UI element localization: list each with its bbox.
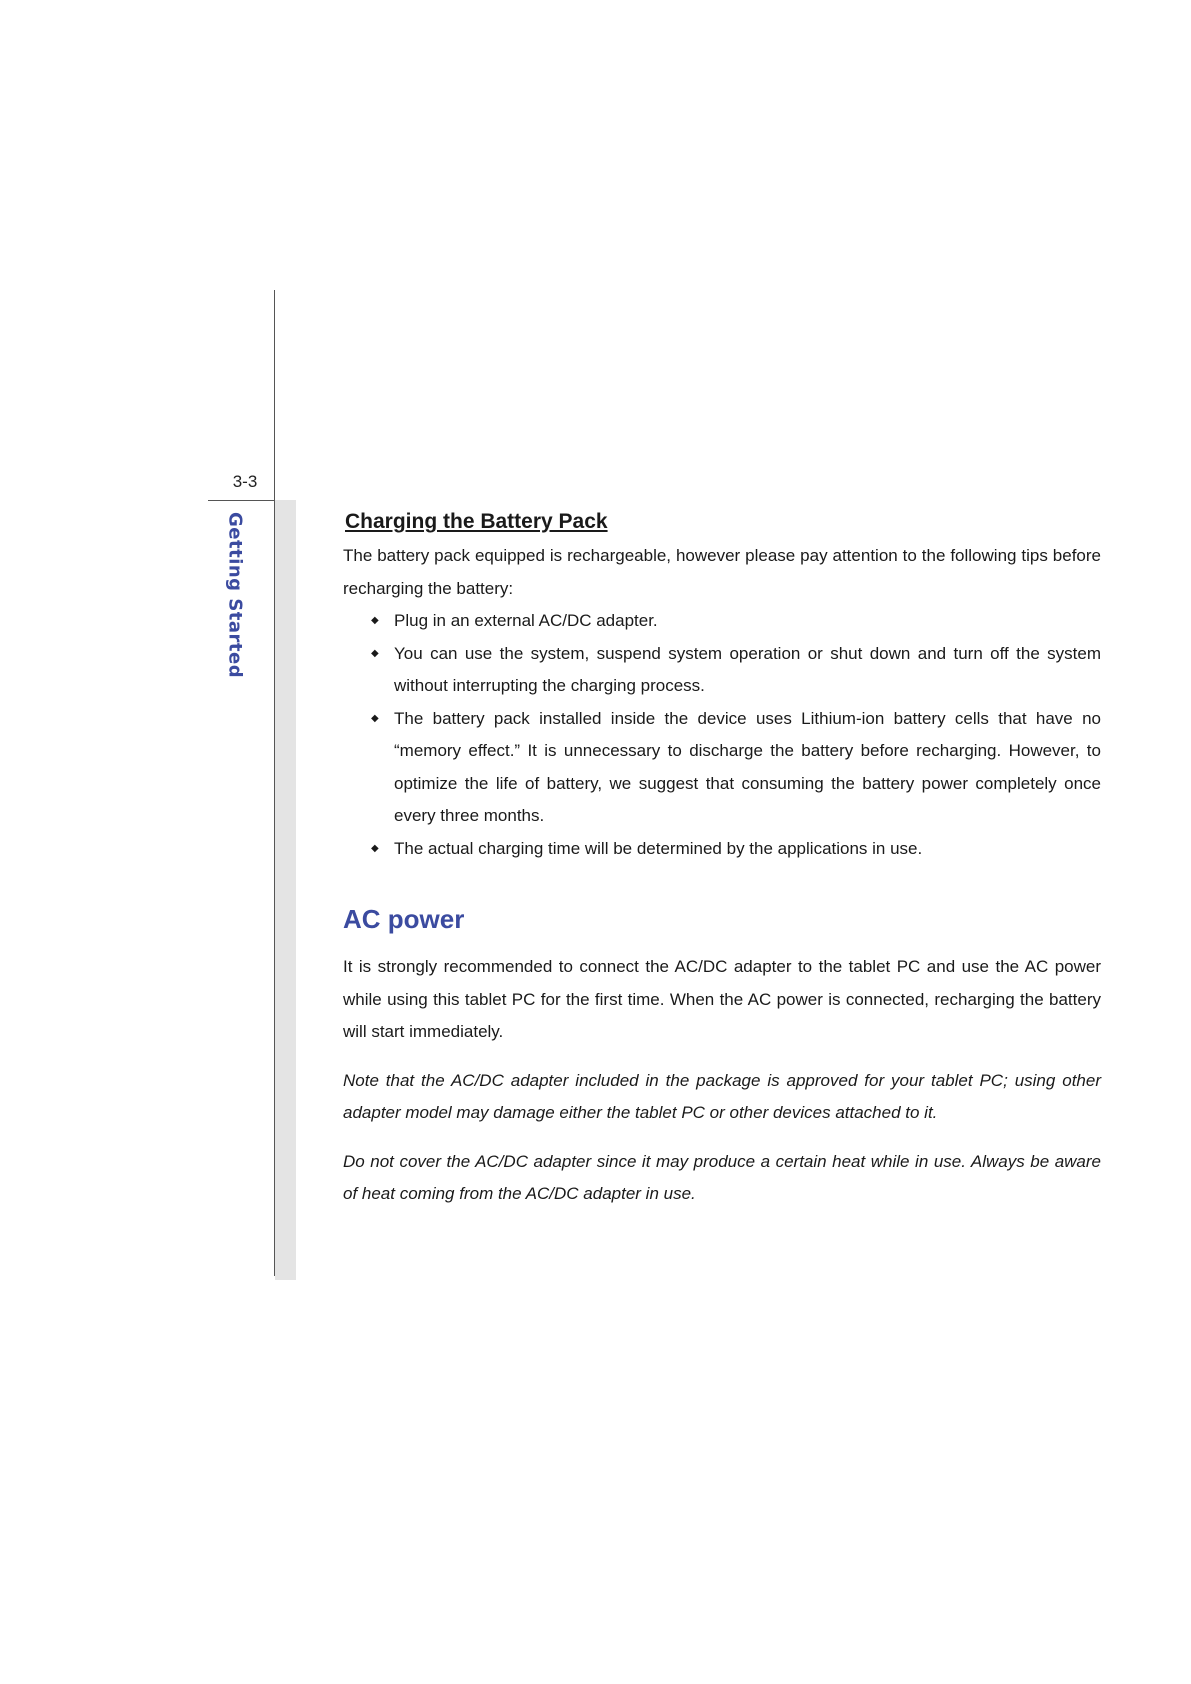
list-item (371, 703, 1101, 833)
page-content (343, 506, 1101, 1211)
ac-adapter-note: Note that the AC/DC adapter included in the package is approved for your tablet PC; using other adapter model may damage either the tablet PC or other devices attached to it. (343, 1070, 1101, 1122)
charging-section-title: Charging the Battery Pack (345, 510, 608, 533)
page-number: 3-3 (232, 472, 258, 491)
diamond-bullet-icon: ◆ (371, 712, 379, 724)
ac-power-heading: AC power (343, 904, 465, 934)
list-item (371, 638, 1101, 703)
list-item (371, 605, 1101, 638)
diamond-bullet-icon: ◆ (371, 615, 379, 626)
charging-intro: The battery pack equipped is rechargeable, however please pay attention to the following tips before recharging the battery: (343, 546, 1101, 598)
charging-tips-list (343, 605, 1101, 865)
page-number-rule (208, 500, 274, 501)
ac-heat-warning: Do not cover the AC/DC adapter since it may produce a certain heat while in use. Always be aware of heat coming from the AC/DC adapter in use. (343, 1151, 1101, 1203)
chapter-side-tab: Getting Started (224, 512, 246, 679)
ac-power-body: It is strongly recommended to connect the AC/DC adapter to the tablet PC and use the AC power while using this tablet PC for the first time. When the AC power is connected, recharging the battery will start immediately. (343, 957, 1101, 1041)
tip-text: You can use the system, suspend system operation or shut down and turn off the system without interrupting the charging process. (394, 643, 1101, 695)
tip-text: Plug in an external AC/DC adapter. (394, 611, 658, 630)
list-item (371, 833, 1101, 866)
tip-text: The actual charging time will be determined by the applications in use. (394, 838, 923, 858)
margin-gray-band (275, 500, 296, 1280)
diamond-bullet-icon: ◆ (371, 842, 379, 854)
diamond-bullet-icon: ◆ (371, 647, 379, 659)
tip-text: The battery pack installed inside the device uses Lithium-ion battery cells that have no “memory effect.” It is unnecessary to discharge the battery before recharging. However, to optimize the life of battery, we suggest that consuming the battery power completely once every three months. (394, 708, 1101, 825)
